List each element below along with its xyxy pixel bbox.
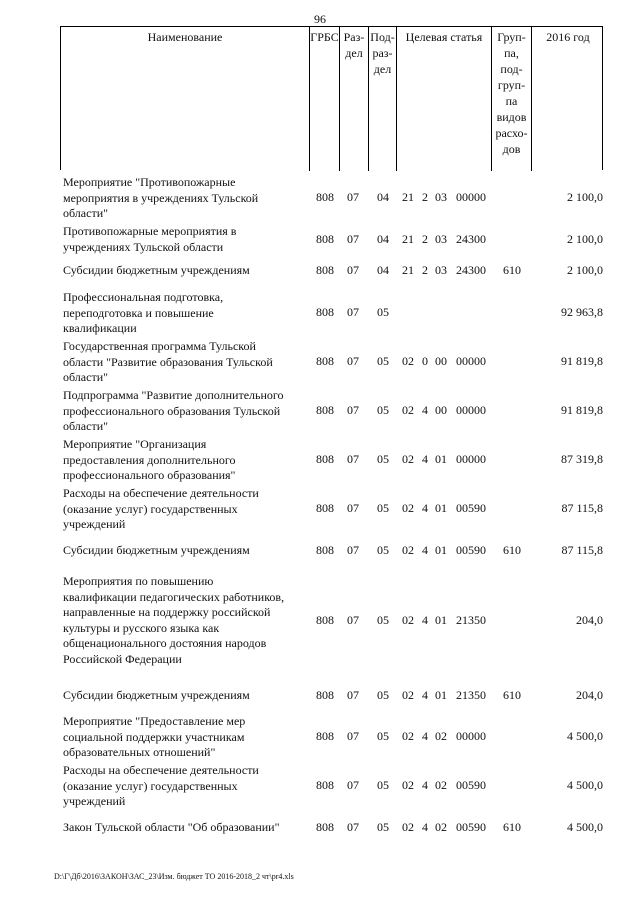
cell-t3: 01	[435, 542, 447, 557]
cell-t2: 4	[422, 819, 428, 834]
cell-t2: 4	[422, 612, 428, 627]
cell-t3: 02	[435, 778, 447, 793]
cell-vr: 610	[503, 819, 521, 834]
file-path-footer: D:\Г\Дб\2016\ЗАКОН\ЗАС_23\Изм. бюджет ТО 2016-2018_2 чт\pr4.xls	[54, 872, 294, 881]
cell-amount: 87 115,8	[561, 542, 603, 557]
cell-t2: 4	[422, 501, 428, 516]
cell-rz: 07	[347, 819, 359, 834]
cell-pr: 04	[377, 231, 389, 246]
cell-t1: 02	[402, 819, 414, 834]
cell-grbs: 808	[316, 403, 334, 418]
cell-pr: 04	[377, 262, 389, 277]
cell-grbs: 808	[316, 305, 334, 320]
cell-grbs: 808	[316, 231, 334, 246]
cell-rz: 07	[347, 354, 359, 369]
cell-t3: 03	[435, 262, 447, 277]
cell-amount: 87 115,8	[561, 501, 603, 516]
cell-t3: 00	[435, 354, 447, 369]
cell-t4: 21350	[456, 687, 486, 702]
cell-t3: 02	[435, 819, 447, 834]
cell-rz: 07	[347, 262, 359, 277]
row-name: Подпрограмма "Развитие дополнительного профессионального образования Тульской области"	[63, 388, 284, 433]
cell-grbs: 808	[316, 452, 334, 467]
cell-pr: 05	[377, 729, 389, 744]
row-name: Профессиональная подготовка, переподготовка и повышение квалификации	[63, 290, 224, 335]
cell-grbs: 808	[316, 190, 334, 205]
header-name: Наименование	[61, 27, 310, 171]
row-name: Противопожарные мероприятия в учреждениях Тульской области	[63, 224, 237, 254]
cell-amount: 2 100,0	[567, 190, 603, 205]
cell-rz: 07	[347, 231, 359, 246]
row-name: Мероприятие "Организация предоставления дополнительного профессионального образования"	[63, 437, 236, 482]
cell-pr: 05	[377, 542, 389, 557]
cell-amount: 2 100,0	[567, 262, 603, 277]
cell-t4: 00000	[456, 403, 486, 418]
cell-grbs: 808	[316, 542, 334, 557]
row-name: Субсидии бюджетным учреждениям	[63, 688, 250, 702]
cell-t2: 2	[422, 231, 428, 246]
header-year: 2016 год	[546, 30, 590, 44]
cell-t4: 00000	[456, 729, 486, 744]
cell-t3: 03	[435, 190, 447, 205]
cell-t3: 02	[435, 729, 447, 744]
row-name: Расходы на обеспечение деятельности (оказание услуг) государственных учреждений	[63, 486, 259, 531]
cell-t1: 02	[402, 501, 414, 516]
cell-t1: 02	[402, 612, 414, 627]
cell-amount: 204,0	[576, 612, 603, 627]
cell-t4: 00590	[456, 819, 486, 834]
cell-rz: 07	[347, 403, 359, 418]
row-name: Субсидии бюджетным учреждениям	[63, 263, 250, 277]
cell-pr: 05	[377, 354, 389, 369]
cell-t2: 2	[422, 190, 428, 205]
cell-t1: 02	[402, 778, 414, 793]
cell-t4: 24300	[456, 231, 486, 246]
cell-pr: 05	[377, 305, 389, 320]
cell-t2: 4	[422, 542, 428, 557]
cell-amount: 204,0	[576, 687, 603, 702]
cell-t3: 01	[435, 501, 447, 516]
cell-amount: 91 819,8	[561, 403, 603, 418]
cell-amount: 2 100,0	[567, 231, 603, 246]
page-number: 96	[314, 12, 326, 26]
cell-t4: 00000	[456, 354, 486, 369]
row-name: Мероприятия по повышению квалификации педагогических работников, направленные на поддержку российской культуры и русского языка как общенационального достояния народов Российской Федерации	[63, 574, 285, 666]
header-target: Целевая статья	[397, 27, 492, 171]
cell-rz: 07	[347, 612, 359, 627]
cell-t3: 01	[435, 452, 447, 467]
cell-rz: 07	[347, 452, 359, 467]
header-razdel: Раз- дел	[340, 27, 369, 171]
cell-t2: 0	[422, 354, 428, 369]
cell-t2: 4	[422, 403, 428, 418]
cell-t1: 02	[402, 354, 414, 369]
cell-amount: 4 500,0	[567, 819, 603, 834]
cell-grbs: 808	[316, 501, 334, 516]
row-name: Закон Тульской области "Об образовании"	[63, 820, 280, 834]
cell-grbs: 808	[316, 729, 334, 744]
cell-grbs: 808	[316, 687, 334, 702]
cell-rz: 07	[347, 778, 359, 793]
cell-t2: 4	[422, 778, 428, 793]
cell-vr: 610	[503, 542, 521, 557]
cell-t3: 01	[435, 687, 447, 702]
cell-t4: 24300	[456, 262, 486, 277]
cell-pr: 05	[377, 687, 389, 702]
cell-t4: 00590	[456, 542, 486, 557]
header-podrazdel: Под- раз- дел	[369, 27, 397, 171]
cell-t4: 21350	[456, 612, 486, 627]
row-name: Субсидии бюджетным учреждениям	[63, 543, 250, 557]
cell-t4: 00000	[456, 452, 486, 467]
cell-pr: 05	[377, 501, 389, 516]
cell-t1: 02	[402, 403, 414, 418]
cell-grbs: 808	[316, 819, 334, 834]
cell-t2: 4	[422, 687, 428, 702]
cell-rz: 07	[347, 542, 359, 557]
cell-pr: 05	[377, 819, 389, 834]
cell-amount: 4 500,0	[567, 729, 603, 744]
cell-vr: 610	[503, 687, 521, 702]
cell-t4: 00590	[456, 501, 486, 516]
cell-rz: 07	[347, 305, 359, 320]
cell-t1: 21	[402, 190, 414, 205]
cell-t2: 2	[422, 262, 428, 277]
cell-t4: 00000	[456, 190, 486, 205]
row-name: Мероприятие "Предоставление мер социальной поддержки участникам образовательных отношений"	[63, 714, 246, 759]
cell-amount: 87 319,8	[561, 452, 603, 467]
cell-vr: 610	[503, 262, 521, 277]
cell-grbs: 808	[316, 612, 334, 627]
cell-amount: 92 963,8	[561, 305, 603, 320]
cell-t3: 03	[435, 231, 447, 246]
cell-t1: 21	[402, 231, 414, 246]
cell-t1: 02	[402, 452, 414, 467]
cell-t1: 02	[402, 687, 414, 702]
header-group: Груп- па, под- груп- па видов расхо- дов	[492, 27, 532, 171]
cell-pr: 05	[377, 612, 389, 627]
cell-amount: 4 500,0	[567, 778, 603, 793]
header-grbs: ГРБС	[310, 27, 340, 171]
row-name: Расходы на обеспечение деятельности (оказание услуг) государственных учреждений	[63, 763, 259, 808]
cell-pr: 05	[377, 452, 389, 467]
row-name: Государственная программа Тульской области "Развитие образования Тульской области"	[63, 339, 273, 384]
cell-rz: 07	[347, 687, 359, 702]
cell-pr: 05	[377, 403, 389, 418]
cell-grbs: 808	[316, 354, 334, 369]
cell-t2: 4	[422, 729, 428, 744]
cell-rz: 07	[347, 729, 359, 744]
cell-rz: 07	[347, 190, 359, 205]
table-header	[60, 26, 603, 170]
cell-amount: 91 819,8	[561, 354, 603, 369]
cell-t1: 02	[402, 542, 414, 557]
cell-pr: 04	[377, 190, 389, 205]
cell-t3: 00	[435, 403, 447, 418]
cell-t4: 00590	[456, 778, 486, 793]
row-name: Мероприятие "Противопожарные мероприятия в учреждениях Тульской области"	[63, 175, 259, 220]
cell-grbs: 808	[316, 778, 334, 793]
cell-grbs: 808	[316, 262, 334, 277]
cell-t2: 4	[422, 452, 428, 467]
cell-t3: 01	[435, 612, 447, 627]
cell-rz: 07	[347, 501, 359, 516]
cell-t1: 02	[402, 729, 414, 744]
cell-pr: 05	[377, 778, 389, 793]
cell-t1: 21	[402, 262, 414, 277]
